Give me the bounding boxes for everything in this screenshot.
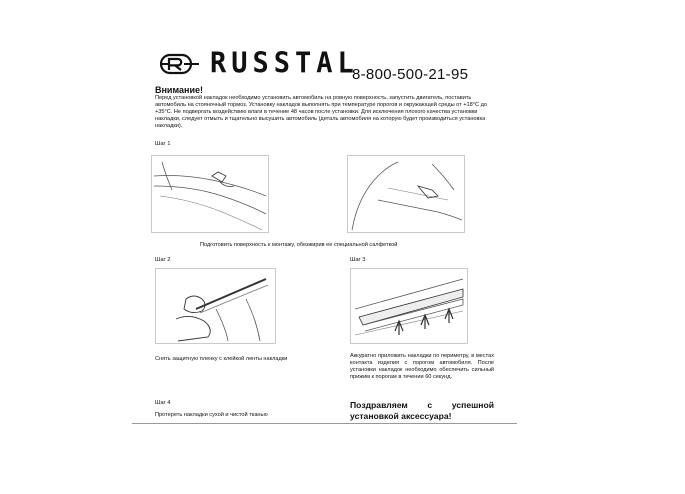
step2-image: [155, 268, 276, 344]
brand-name: RUSSTAL: [210, 47, 359, 80]
step3-image: [350, 268, 468, 344]
step1-image-right: [347, 155, 465, 233]
page-divider: [132, 423, 517, 424]
step3-caption: Аккуратно приложить накладки по периметру, в местах контакта изделия с порогом автомобиля. После установки накладок необходимо обеспечить сильный прижим к порогам в течении 60 секунд.: [350, 353, 494, 380]
step1-caption: Подготовить поверхность к монтажу, обезжирив ее специальной салфеткой: [200, 242, 398, 248]
congratulations-text: Поздравляем с успешной установкой аксессуара!: [350, 400, 494, 421]
step4-caption: Протереть накладки сухой и чистой тканью: [155, 412, 268, 418]
step2-caption: Снять защитную пленку с клейкой ленты накладки: [155, 356, 288, 362]
phone-number: 8-800-500-21-95: [352, 66, 469, 83]
step3-label: Шаг 3: [350, 257, 366, 263]
step4-label: Шаг 4: [155, 400, 171, 406]
step1-image-left: [151, 155, 269, 233]
step1-label: Шаг 1: [155, 141, 171, 147]
warning-text: Перед установкой накладок необходимо установить автомобиль на ровную поверхность, запустить двигатель, поставить автомобиль на стояночный тормоз. Установку накладок выполнять при температуре порогов и окружающей среды от +18°С до +35°С. Не подвергать воздействию влаги в течение 48 часов после установки. Для исключения плохого качества установки накладки, следует отмыть и тщательно высушить автомобиль (деталь автомобиля на которую будет производиться установка накладки).: [155, 95, 487, 129]
russtal-logo-icon: [160, 52, 200, 76]
step2-label: Шаг 2: [155, 257, 171, 263]
warning-title: Внимание!: [155, 85, 203, 95]
